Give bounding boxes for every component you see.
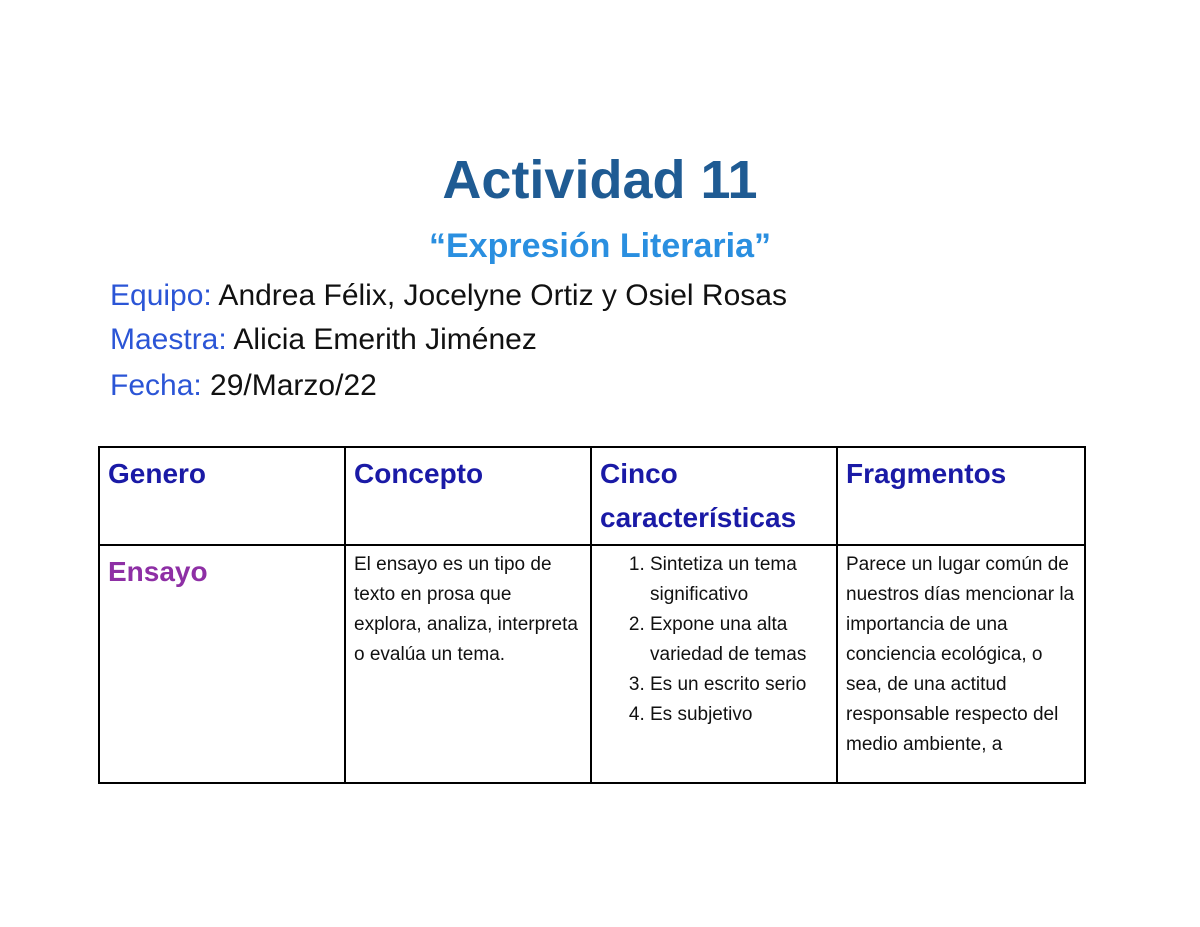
- characteristics-cell: [591, 545, 837, 783]
- teacher-label: Maestra:: [110, 323, 227, 356]
- list-item: 2. Expone una alta variedad de temas: [650, 610, 828, 670]
- teacher-value: Alicia Emerith Jiménez: [226, 323, 537, 356]
- list-item: 1. Sintetiza un tema significativo: [650, 550, 828, 610]
- characteristics-list: [600, 550, 828, 730]
- header-fragmentos: Fragmentos: [846, 458, 1007, 489]
- header-cell-genero: [99, 447, 345, 545]
- team-line: [110, 276, 787, 316]
- header-cell-fragmentos: [837, 447, 1085, 545]
- concept-cell: [345, 545, 591, 783]
- teacher-line: [110, 320, 537, 360]
- list-item: 3. Es un escrito serio: [650, 670, 828, 700]
- header-caracteristicas: Cinco características: [600, 458, 797, 533]
- team-value: Andrea Félix, Jocelyne Ortiz y Osiel Rosas: [211, 279, 787, 312]
- genre-cell: [99, 545, 345, 783]
- header-cell-concepto: [345, 447, 591, 545]
- table-row: [99, 545, 1085, 783]
- document-subtitle: “Expresión Literaria”: [428, 227, 771, 265]
- genre-table: [98, 446, 1086, 784]
- genre-name: Ensayo: [108, 556, 208, 587]
- header-cell-caracteristicas: [591, 447, 837, 545]
- team-label: Equipo:: [110, 279, 212, 312]
- fragment-text: Parece un lugar común de nuestros días mencionar la importancia de una conciencia ecológica, o sea, de una actitud responsable respecto del medio ambiente, a: [846, 554, 1075, 755]
- header-concepto: Concepto: [354, 458, 484, 489]
- concept-text: El ensayo es un tipo de texto en prosa que explora, analiza, interpreta o evalúa un tema.: [354, 554, 578, 665]
- header-genero: Genero: [108, 458, 207, 489]
- date-line: [110, 366, 377, 406]
- date-label: Fecha:: [110, 369, 202, 402]
- list-item: 4. Es subjetivo: [650, 700, 828, 730]
- fragment-cell: [837, 545, 1085, 783]
- date-value: 29/Marzo/22: [201, 369, 377, 402]
- document-title: Actividad 11: [442, 150, 758, 210]
- table-header-row: [99, 447, 1085, 545]
